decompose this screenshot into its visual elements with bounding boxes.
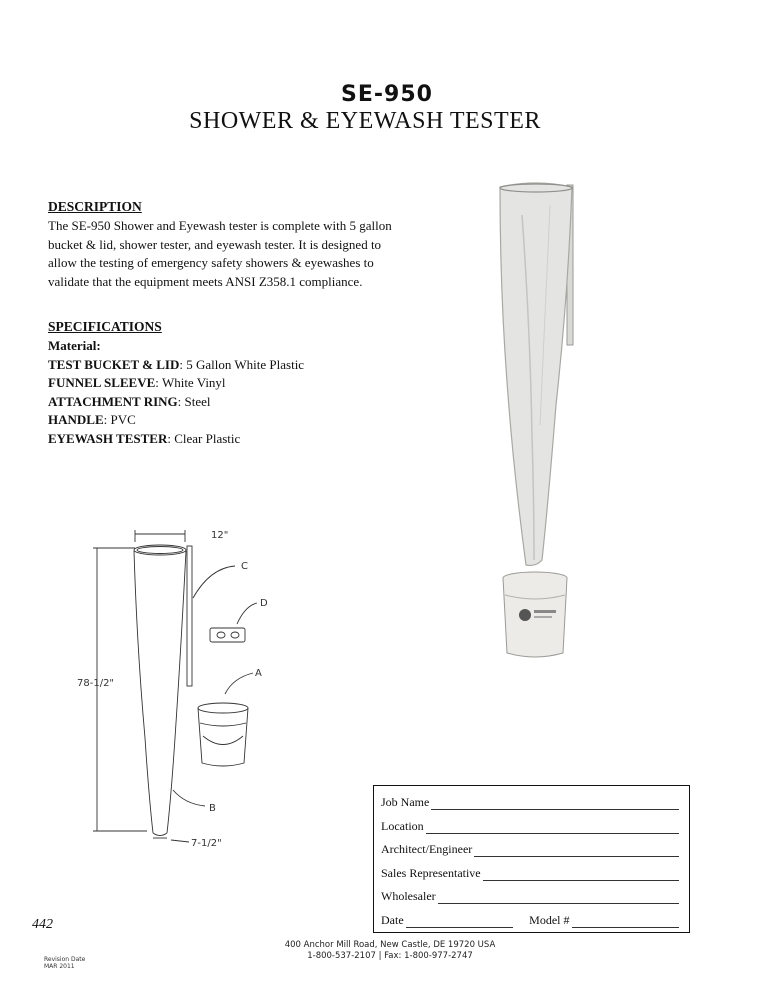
spec-item-label: HANDLE [48,412,104,427]
location-label: Location [381,819,424,833]
spec-item-value: White Vinyl [161,375,226,390]
form-row-wholesaler [381,886,679,904]
form-row-architect [381,839,679,857]
spec-item-label: EYEWASH TESTER [48,430,168,446]
spec-item: FUNNEL SLEEVE: White Vinyl [48,375,226,390]
spec-item: ATTACHMENT RING: Steel [48,393,211,409]
callout-c: C [241,561,248,572]
description-heading: DESCRIPTION [48,199,142,214]
address-line-1: 400 Anchor Mill Road, New Castle, DE 19720 USA [284,940,496,950]
callout-d: D [260,598,268,609]
spec-item-value: Steel [184,393,211,409]
dimension-height: 78-1/2" [77,678,115,689]
product-title: SHOWER & EYEWASH TESTER [189,108,541,134]
address-line-2: 1-800-537-2107 | Fax: 1-800-977-2747 [307,951,473,961]
bucket-logo-icon [519,609,531,621]
location-field[interactable] [426,819,679,834]
sales-rep-field[interactable] [483,866,679,881]
wholesaler-field[interactable] [438,889,679,904]
model-field[interactable] [572,913,680,928]
specifications-heading: SPECIFICATIONS [48,319,162,334]
form-row-date-model [381,910,679,928]
revision-info [44,956,85,970]
spec-item: EYEWASH TESTER: Clear Plastic [48,430,241,446]
revision-label: Revision Date [44,956,86,963]
architect-field[interactable] [474,842,679,857]
funnel-sleeve [500,183,572,565]
test-bucket [503,572,567,657]
job-name-label: Job Name [381,795,430,809]
specifications-list [48,337,393,448]
spec-item-value: PVC [110,412,136,427]
form-row-sales-rep [381,863,679,881]
job-name-field[interactable] [431,795,679,810]
spec-item: TEST BUCKET & LID: 5 Gallon White Plastic [48,356,305,372]
company-address [260,940,520,962]
technical-drawing [77,528,285,858]
form-row-location [381,816,679,834]
date-label: Date [381,913,404,927]
callout-b: B [209,803,216,814]
model-title: SE-950 [341,82,433,107]
revision-date: MAR 2011 [44,963,75,970]
architect-label: Architect/Engineer [381,842,473,856]
page-number: 442 [32,917,53,932]
date-field[interactable] [406,913,514,928]
sales-rep-label: Sales Representative [381,866,481,880]
spec-item-value: 5 Gallon White Plastic [186,356,305,372]
spec-item-label: ATTACHMENT RING [48,393,178,409]
form-row-job-name [381,792,679,810]
callout-a: A [255,668,262,679]
model-label: Model # [529,913,570,927]
spec-item-value: Clear Plastic [174,430,241,446]
spec-item: HANDLE: PVC [48,412,136,427]
dimension-bottom: 7-1/2" [191,838,222,849]
product-photo [470,175,640,670]
description-text: The SE-950 Shower and Eyewash tester is complete with 5 gallon bucket & lid, shower tester, and eyewash tester. It is designed to allow the testing of emergency safety showers & eyewashes to validate that the equipment meets ANSI Z358.1 compliance. [48,218,392,289]
job-info-form [373,785,690,933]
spec-item-label: TEST BUCKET & LID [48,356,180,372]
spec-item-label: FUNNEL SLEEVE [48,375,156,390]
spec-material: Material: [48,338,101,353]
wholesaler-label: Wholesaler [381,889,436,903]
spec-material-label: Material [48,338,97,353]
dimension-top: 12" [211,530,229,541]
